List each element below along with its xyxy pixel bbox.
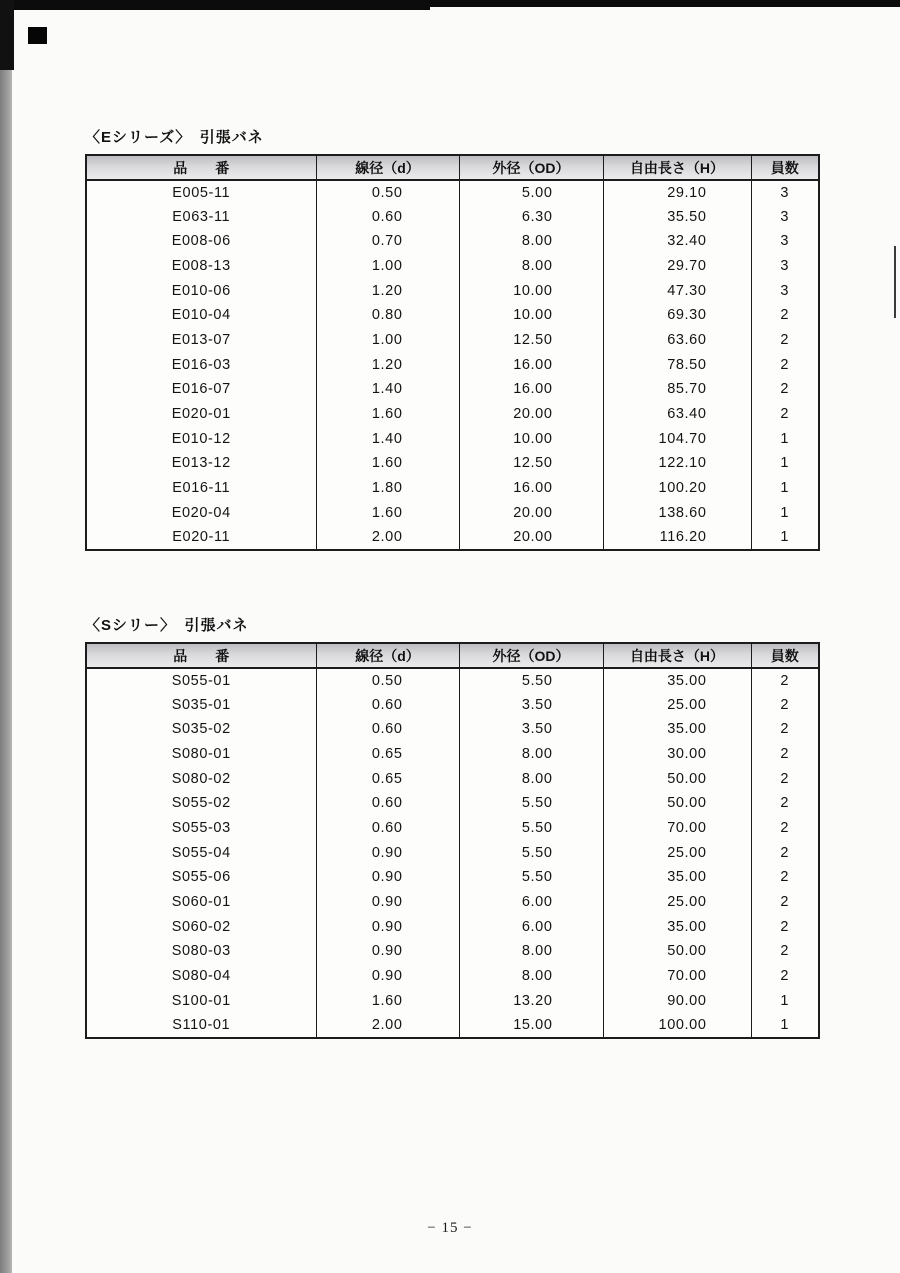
value-cell: 50.00 [603,767,751,792]
value-cell: 0.90 [316,865,459,890]
column-header: 自由長さ（H） [603,155,751,180]
table-row [86,767,819,792]
part-number-cell: S110-01 [86,1013,316,1038]
value-cell: 1.40 [316,377,459,402]
value-cell: 8.00 [459,254,603,279]
value-cell: 0.60 [316,791,459,816]
value-cell: 90.00 [603,989,751,1014]
table-row [86,865,819,890]
value-cell: 10.00 [459,303,603,328]
part-number-cell: E020-04 [86,501,316,526]
value-cell: 122.10 [603,451,751,476]
table-row [86,377,819,402]
column-header: 線径（d） [316,643,459,668]
e-series-table [85,154,820,551]
part-number-cell: S035-01 [86,693,316,718]
value-cell: 70.00 [603,816,751,841]
header-row [86,155,819,180]
value-cell: 70.00 [603,964,751,989]
value-cell: 3 [751,229,819,254]
table-row [86,890,819,915]
value-cell: 2 [751,717,819,742]
e-series-title: 〈Eシリーズ〉 引張バネ [85,129,264,146]
value-cell: 0.90 [316,915,459,940]
part-number-cell: E008-13 [86,254,316,279]
value-cell: 5.50 [459,841,603,866]
value-cell: 6.00 [459,915,603,940]
value-cell: 2 [751,791,819,816]
table-row [86,328,819,353]
value-cell: 20.00 [459,402,603,427]
column-header: 員数 [751,643,819,668]
table-row [86,180,819,205]
value-cell: 1.20 [316,353,459,378]
value-cell: 0.60 [316,693,459,718]
table-row [86,476,819,501]
value-cell: 3 [751,205,819,230]
value-cell: 25.00 [603,693,751,718]
part-number-cell: S080-04 [86,964,316,989]
value-cell: 35.00 [603,668,751,693]
value-cell: 0.90 [316,841,459,866]
header-row [86,643,819,668]
value-cell: 10.00 [459,427,603,452]
value-cell: 1.60 [316,501,459,526]
value-cell: 116.20 [603,525,751,550]
value-cell: 2 [751,668,819,693]
value-cell: 16.00 [459,353,603,378]
value-cell: 2 [751,865,819,890]
table-row [86,1013,819,1038]
column-header: 線径（d） [316,155,459,180]
scan-edge-left [0,0,12,1273]
value-cell: 0.60 [316,717,459,742]
table-row [86,742,819,767]
table-row [86,668,819,693]
value-cell: 35.00 [603,717,751,742]
table-row [86,205,819,230]
part-number-cell: S080-01 [86,742,316,767]
part-number-cell: S055-03 [86,816,316,841]
value-cell: 2 [751,767,819,792]
part-number-cell: S055-01 [86,668,316,693]
value-cell: 69.30 [603,303,751,328]
value-cell: 85.70 [603,377,751,402]
part-number-cell: E013-07 [86,328,316,353]
value-cell: 2 [751,841,819,866]
value-cell: 2 [751,303,819,328]
value-cell: 0.80 [316,303,459,328]
value-cell: 0.60 [316,205,459,230]
part-number-cell: E016-11 [86,476,316,501]
value-cell: 35.00 [603,865,751,890]
table-row [86,964,819,989]
value-cell: 15.00 [459,1013,603,1038]
value-cell: 50.00 [603,791,751,816]
value-cell: 2 [751,890,819,915]
part-number-cell: E016-07 [86,377,316,402]
part-number-cell: S055-02 [86,791,316,816]
column-header: 外径（OD） [459,155,603,180]
value-cell: 35.50 [603,205,751,230]
part-number-cell: E005-11 [86,180,316,205]
value-cell: 25.00 [603,841,751,866]
value-cell: 1.60 [316,451,459,476]
column-header: 品 番 [86,643,316,668]
value-cell: 47.30 [603,279,751,304]
value-cell: 1 [751,525,819,550]
table-row [86,693,819,718]
table-row [86,353,819,378]
part-number-cell: E020-01 [86,402,316,427]
value-cell: 0.90 [316,964,459,989]
scan-edge-top-left [0,0,430,10]
value-cell: 5.50 [459,816,603,841]
table-row [86,402,819,427]
value-cell: 5.50 [459,791,603,816]
value-cell: 2 [751,816,819,841]
value-cell: 104.70 [603,427,751,452]
value-cell: 16.00 [459,476,603,501]
value-cell: 2 [751,328,819,353]
value-cell: 100.20 [603,476,751,501]
value-cell: 8.00 [459,964,603,989]
value-cell: 8.00 [459,767,603,792]
table-row [86,525,819,550]
value-cell: 0.65 [316,742,459,767]
table-row [86,229,819,254]
page-number: − 15 − [427,1220,473,1236]
value-cell: 2 [751,915,819,940]
value-cell: 1.40 [316,427,459,452]
value-cell: 0.65 [316,767,459,792]
part-number-cell: S060-02 [86,915,316,940]
value-cell: 138.60 [603,501,751,526]
value-cell: 8.00 [459,229,603,254]
value-cell: 2 [751,964,819,989]
part-number-cell: S100-01 [86,989,316,1014]
value-cell: 1.80 [316,476,459,501]
value-cell: 1.20 [316,279,459,304]
value-cell: 1 [751,476,819,501]
value-cell: 1 [751,427,819,452]
table-row [86,791,819,816]
value-cell: 0.90 [316,890,459,915]
value-cell: 1 [751,451,819,476]
value-cell: 20.00 [459,525,603,550]
column-header: 自由長さ（H） [603,643,751,668]
part-number-cell: S035-02 [86,717,316,742]
value-cell: 0.70 [316,229,459,254]
value-cell: 0.50 [316,180,459,205]
value-cell: 35.00 [603,915,751,940]
value-cell: 30.00 [603,742,751,767]
table-row [86,816,819,841]
column-header: 品 番 [86,155,316,180]
value-cell: 10.00 [459,279,603,304]
value-cell: 5.50 [459,668,603,693]
part-number-cell: E010-06 [86,279,316,304]
value-cell: 29.70 [603,254,751,279]
value-cell: 2 [751,693,819,718]
table-row [86,279,819,304]
value-cell: 3 [751,254,819,279]
e-series-section [85,126,820,551]
scan-edge-left-top [0,0,14,70]
table-row [86,254,819,279]
value-cell: 1.60 [316,989,459,1014]
value-cell: 12.50 [459,328,603,353]
value-cell: 3.50 [459,693,603,718]
value-cell: 5.00 [459,180,603,205]
value-cell: 16.00 [459,377,603,402]
value-cell: 2.00 [316,525,459,550]
value-cell: 5.50 [459,865,603,890]
value-cell: 0.60 [316,816,459,841]
column-header: 員数 [751,155,819,180]
value-cell: 3.50 [459,717,603,742]
part-number-cell: E013-12 [86,451,316,476]
value-cell: 2 [751,742,819,767]
value-cell: 3 [751,180,819,205]
value-cell: 1 [751,1013,819,1038]
value-cell: 2 [751,402,819,427]
table-row [86,915,819,940]
table-row [86,841,819,866]
table-row [86,939,819,964]
part-number-cell: S080-03 [86,939,316,964]
value-cell: 2 [751,939,819,964]
table-row [86,451,819,476]
value-cell: 100.00 [603,1013,751,1038]
value-cell: 13.20 [459,989,603,1014]
part-number-cell: E063-11 [86,205,316,230]
scan-mark-square [28,27,47,44]
value-cell: 8.00 [459,742,603,767]
value-cell: 2.00 [316,1013,459,1038]
s-series-section [85,614,820,1039]
column-header: 外径（OD） [459,643,603,668]
value-cell: 78.50 [603,353,751,378]
value-cell: 6.00 [459,890,603,915]
value-cell: 29.10 [603,180,751,205]
value-cell: 3 [751,279,819,304]
table-row [86,303,819,328]
value-cell: 1.60 [316,402,459,427]
value-cell: 63.60 [603,328,751,353]
part-number-cell: S060-01 [86,890,316,915]
part-number-cell: S055-06 [86,865,316,890]
value-cell: 1.00 [316,328,459,353]
s-series-title: 〈Sシリー〉 引張バネ [85,617,249,634]
value-cell: 6.30 [459,205,603,230]
value-cell: 1 [751,989,819,1014]
value-cell: 25.00 [603,890,751,915]
s-series-table [85,642,820,1039]
value-cell: 50.00 [603,939,751,964]
part-number-cell: E020-11 [86,525,316,550]
part-number-cell: E016-03 [86,353,316,378]
table-row [86,427,819,452]
value-cell: 2 [751,353,819,378]
value-cell: 1.00 [316,254,459,279]
table-row [86,717,819,742]
table-row [86,989,819,1014]
part-number-cell: E008-06 [86,229,316,254]
part-number-cell: E010-12 [86,427,316,452]
value-cell: 63.40 [603,402,751,427]
part-number-cell: E010-04 [86,303,316,328]
value-cell: 0.90 [316,939,459,964]
value-cell: 2 [751,377,819,402]
value-cell: 20.00 [459,501,603,526]
scan-edge-right-line [894,246,896,318]
value-cell: 32.40 [603,229,751,254]
table-row [86,501,819,526]
part-number-cell: S080-02 [86,767,316,792]
value-cell: 1 [751,501,819,526]
value-cell: 0.50 [316,668,459,693]
value-cell: 12.50 [459,451,603,476]
value-cell: 8.00 [459,939,603,964]
part-number-cell: S055-04 [86,841,316,866]
